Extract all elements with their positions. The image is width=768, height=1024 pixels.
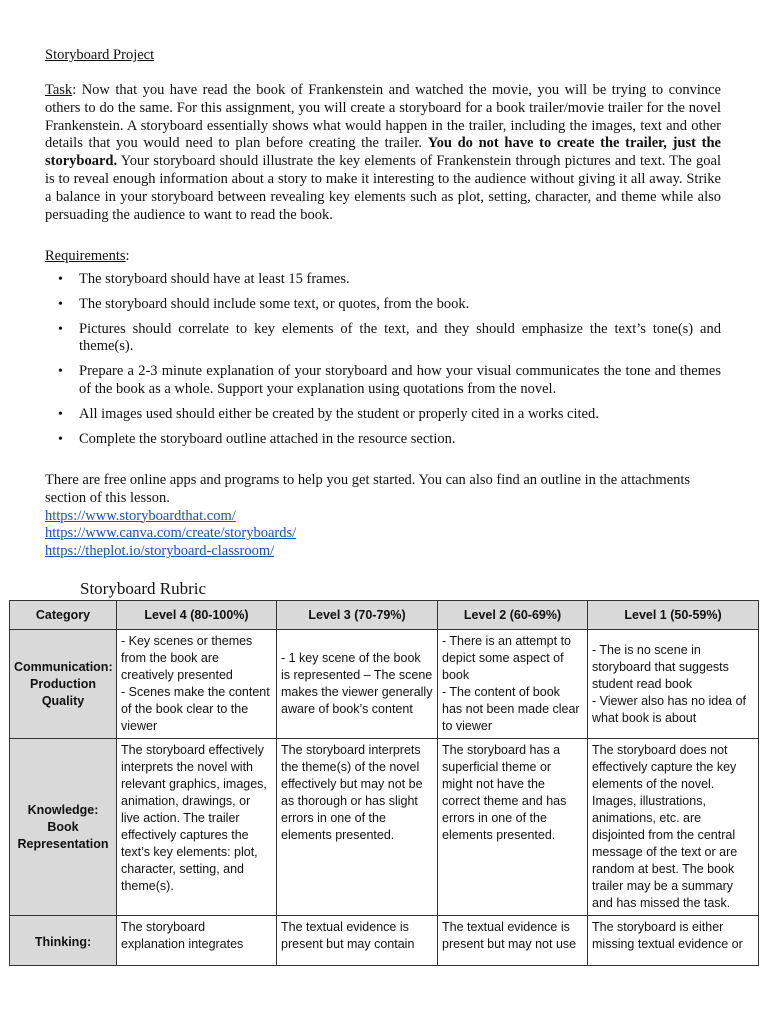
- header-level-2: Level 2 (60-69%): [438, 601, 588, 630]
- list-item: [45, 271, 721, 289]
- task-paragraph: [45, 82, 721, 224]
- header-level-4: Level 4 (80-100%): [117, 601, 277, 630]
- rubric-cell: - The is no scene in storyboard that suggests student read book - Viewer also has no idea of what book is about: [588, 630, 759, 739]
- bullet-icon: •: [58, 364, 63, 380]
- rubric-cell: [438, 916, 588, 966]
- apps-paragraph: [45, 472, 721, 561]
- list-item: [45, 296, 721, 314]
- rubric-cell-text: The textual evidence is present but may contain: [281, 920, 415, 951]
- category-cell: Knowledge: Book Representation: [10, 739, 117, 916]
- requirement-text: All images used should either be created by the student or properly cited in a works cited.: [79, 405, 599, 422]
- table-header-row: [10, 601, 759, 630]
- rubric-cell: The storyboard interprets the theme(s) of the novel effectively but may not be as thorough or has slight errors in one of the elements presented.: [277, 739, 438, 916]
- table-row: [10, 630, 759, 739]
- task-text-2: Your storyboard should illustrate the key elements of Frankenstein through pictures and text. The goal is to reveal enough information about a story to make it interesting to the audience without giving it all away. Strike a balance in your storyboard between revealing key elements such as plot, setting, character, and theme while also persuading the audience to want to read the book.: [45, 153, 721, 223]
- rubric-cell-text: The storyboard explanation integrates: [121, 920, 244, 951]
- table-row: [10, 916, 759, 966]
- list-item: [45, 406, 721, 424]
- list-item: [45, 321, 721, 357]
- requirement-text: Prepare a 2-3 minute explanation of your storyboard and how your visual communicates the tone and themes of the book as a whole. Support your explanation using quotations from the novel.: [79, 363, 721, 397]
- bullet-icon: •: [58, 406, 63, 422]
- list-item: [45, 431, 721, 449]
- bullet-icon: •: [58, 321, 63, 337]
- rubric-cell: [117, 916, 277, 966]
- rubric-cell: The storyboard does not effectively capture the key elements of the novel. Images, illustrations, animations, etc. are disjointed from the central message of the text or are random at best. The book trailer may be a summary and has missed the task.: [588, 739, 759, 916]
- category-cell: Communication: Production Quality: [10, 630, 117, 739]
- apps-text: There are free online apps and programs to help you get started. You can also find an outline in the attachments section of this lesson.: [45, 472, 691, 506]
- requirements-colon: :: [125, 248, 130, 264]
- requirement-text: Complete the storyboard outline attached in the resource section.: [79, 430, 456, 447]
- rubric-cell: The storyboard has a superficial theme or might not have the correct theme and has errors in one of the elements presented.: [438, 739, 588, 916]
- rubric-cell: - 1 key scene of the book is represented – The scene makes the viewer generally aware of book’s content: [277, 630, 438, 739]
- task-bold-text: You do not have to create the trailer, just the storyboard.: [45, 135, 721, 170]
- rubric-cell: The storyboard effectively interprets the novel with relevant graphics, images, animation, drawings, or live action. The trailer effectively captures the text’s key elements: plot, character, setting, and theme(s).: [117, 739, 277, 916]
- requirements-heading: [45, 248, 130, 265]
- rubric-cell: [277, 916, 438, 966]
- rubric-cell-text: The textual evidence is present but may not use: [442, 920, 577, 951]
- header-level-1: Level 1 (50-59%): [588, 601, 759, 630]
- task-label: Task: [45, 82, 73, 98]
- requirements-label: Requirements: [45, 248, 126, 264]
- rubric-cell-text: The storyboard is either missing textual evidence or: [592, 920, 743, 951]
- rubric-cell: [588, 916, 759, 966]
- document-title: Storyboard Project: [45, 47, 155, 63]
- storyboardthat-link[interactable]: https://www.storyboardthat.com/: [45, 507, 236, 524]
- rubric-cell: - There is an attempt to depict some aspect of book - The content of book has not been made clear to viewer: [438, 630, 588, 739]
- header-category: Category: [10, 601, 117, 630]
- bullet-icon: •: [58, 296, 63, 312]
- header-level-3: Level 3 (70-79%): [277, 601, 438, 630]
- rubric-table: [9, 600, 759, 966]
- rubric-cell: - Key scenes or themes from the book are creatively presented - Scenes make the content of the book clear to the viewer: [117, 630, 277, 739]
- canva-link[interactable]: https://www.canva.com/create/storyboards/: [45, 525, 297, 542]
- task-text-1: : Now that you have read the book of Frankenstein and watched the movie, you will be trying to convince others to do the same. For this assignment, you will create a storyboard for a book trailer/movie trailer for the novel Frankenstein. A storyboard essentially shows what would happen in the trailer, including the images, text and other details that you would need to plan before creating the trailer.: [45, 82, 721, 152]
- bullet-icon: •: [58, 431, 63, 447]
- bullet-icon: •: [58, 272, 63, 287]
- table-row: [10, 739, 759, 916]
- theplot-link[interactable]: https://theplot.io/storyboard-classroom/: [45, 543, 275, 560]
- list-item: [45, 363, 721, 399]
- category-cell: Thinking:: [10, 916, 117, 966]
- requirement-text: Pictures should correlate to key elements of the text, and they should emphasize the text’s tone(s) and theme(s).: [79, 320, 721, 355]
- requirement-text: The storyboard should have at least 15 frames.: [79, 271, 350, 287]
- requirements-list: [45, 271, 721, 455]
- requirement-text: The storyboard should include some text, or quotes, from the book.: [79, 295, 470, 312]
- rubric-title: Storyboard Rubric: [80, 579, 207, 598]
